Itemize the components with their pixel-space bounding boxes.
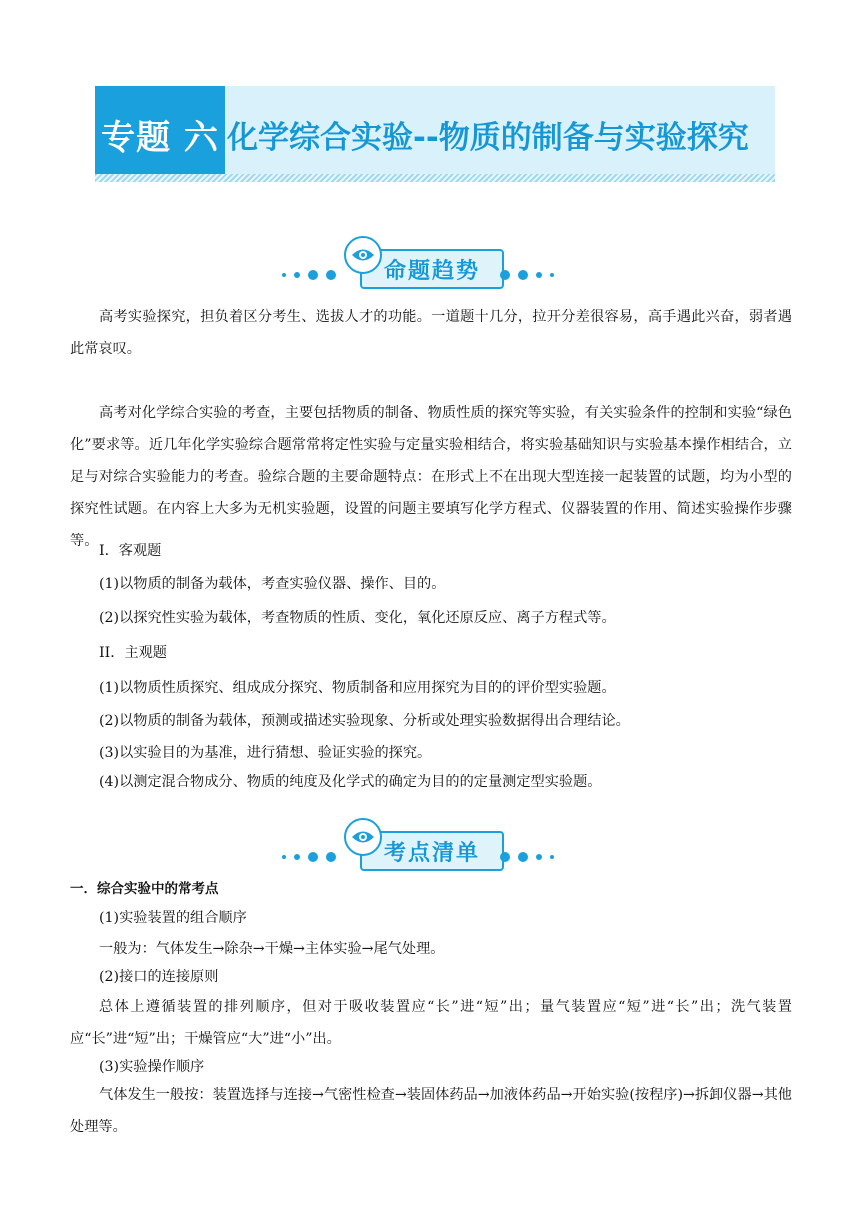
list-item: (1)实验装置的组合顺序	[99, 910, 247, 926]
topic-tag: 专题 六	[95, 86, 225, 182]
list-item: 一般为：气体发生→除杂→干燥→主体实验→尾气处理。	[99, 941, 445, 957]
list-item: (3)实验操作顺序	[99, 1059, 205, 1075]
list-item: I．客观题	[99, 543, 162, 559]
list-item: (1)以物质性质探究、组成成分探究、物质制备和应用探究为目的的评价型实验题。	[99, 680, 616, 696]
section-heading-label: 考点清单	[360, 831, 504, 871]
page-title: 化学综合实验--物质的制备与实验探究	[227, 119, 749, 156]
list-item: (4)以测定混合物成分、物质的纯度及化学式的确定为目的的定量测定型实验题。	[99, 774, 602, 790]
section-heading-trend	[260, 236, 600, 296]
title-hatch-decoration	[95, 174, 775, 182]
dots-decoration-right	[500, 270, 554, 280]
dots-decoration-right	[500, 852, 554, 862]
list-item: (3)以实验目的为基准，进行猜想、验证实验的探究。	[99, 745, 432, 761]
paragraph-connection-rule: 总体上遵循装置的排列顺序，但对于吸收装置应“长”进“短”出；量气装置应“短”进“长”出；洗气装置应“长”进“短”出；干燥管应“大”进“小”出。	[70, 999, 792, 1047]
paragraph-intro: 高考实验探究，担负着区分考生、选拔人才的功能。一道题十几分，拉开分差很容易，高手遇此兴奋，弱者遇此常哀叹。	[70, 309, 792, 357]
eye-icon	[344, 818, 382, 856]
dots-decoration-left	[282, 270, 336, 280]
section-heading-checklist	[260, 818, 600, 878]
list-item: II．主观题	[99, 645, 167, 661]
subsection-title: 一．综合实验中的常考点	[70, 881, 219, 897]
list-item: (2)以探究性实验为载体，考查物质的性质、变化，氧化还原反应、离子方程式等。	[99, 610, 616, 626]
title-banner	[95, 86, 775, 182]
paragraph-trend: 高考对化学综合实验的考查，主要包括物质的制备、物质性质的探究等实验，有关实验条件的控制和实验“绿色化”要求等。近几年化学实验综合题常常将定性实验与定量实验相结合，将实验基础知识与实验基本操作相结合，立足与对综合实验能力的考查。验综合题的主要命题特点：在形式上不在出现大型连接一起装置的试题，均为小型的探究性试题。在内容上大多为无机实验题，设置的问题主要填写化学方程式、仪器装置的作用、简述实验操作步骤等。	[70, 405, 792, 549]
paragraph-operation-order: 气体发生一般按：装置选择与连接→气密性检查→装固体药品→加液体药品→开始实验(按程序)→拆卸仪器→其他处理等。	[70, 1087, 792, 1135]
list-item: (2)以物质的制备为载体，预测或描述实验现象、分析或处理实验数据得出合理结论。	[99, 713, 630, 729]
list-item: (2)接口的连接原则	[99, 969, 219, 985]
dots-decoration-left	[282, 852, 336, 862]
eye-icon	[344, 236, 382, 274]
list-item: (1)以物质的制备为载体，考查实验仪器、操作、目的。	[99, 576, 446, 592]
section-heading-label: 命题趋势	[360, 249, 504, 289]
